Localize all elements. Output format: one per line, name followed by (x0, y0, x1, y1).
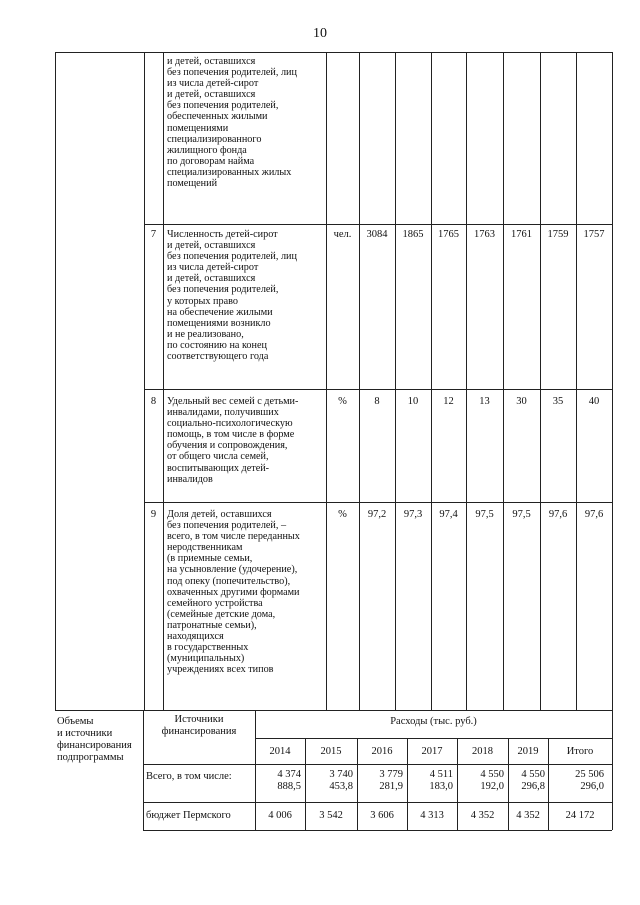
indicator-value: 97,2 (367, 509, 387, 520)
year-header: 2015 (320, 746, 342, 757)
year-header: 2019 (517, 746, 539, 757)
indicator-value: 35 (552, 396, 564, 407)
financing-left-label: Объемы и источники финансирования подпрограммы (57, 716, 132, 763)
financing-value: 4 511 183,0 (429, 769, 453, 792)
table-left-border (55, 52, 56, 710)
indicator-number: 8 (150, 396, 157, 407)
indicator-value: 1757 (583, 229, 605, 240)
indicator-value: 97,6 (548, 509, 568, 520)
row-divider (143, 830, 612, 831)
col-divider (326, 52, 327, 710)
row-divider (144, 224, 612, 225)
indicator-value: 12 (443, 396, 454, 407)
indicator-value: 97,6 (584, 509, 604, 520)
indicator-unit: % (338, 509, 347, 520)
indicator-value: 1759 (547, 229, 569, 240)
financing-value: 3 740 453,8 (329, 769, 353, 792)
indicator-unit: чел. (333, 229, 352, 240)
financing-top-border (55, 710, 612, 711)
indicator-value: 10 (407, 396, 419, 407)
indicator-number: 7 (150, 229, 157, 240)
col-divider (395, 52, 396, 710)
indicator-value: 1765 (438, 229, 459, 240)
financing-value: 4 352 (516, 810, 540, 821)
year-header: 2018 (472, 746, 493, 757)
indicator-value: 3084 (366, 229, 388, 240)
col-divider (466, 52, 467, 710)
indicator-value: 97,3 (403, 509, 423, 520)
col-divider (431, 52, 432, 710)
financing-value: 3 606 (370, 810, 394, 821)
table-right-border (612, 52, 613, 710)
row-divider (143, 802, 612, 803)
col-divider (144, 52, 145, 710)
total-header: Итого (566, 746, 594, 757)
financing-value: 4 352 (470, 810, 495, 821)
indicator-value: 1761 (511, 229, 532, 240)
financing-value: 3 542 (319, 810, 343, 821)
indicator-value: 97,5 (475, 509, 494, 520)
financing-row-label: бюджет Пермского (146, 810, 231, 821)
indicator-value: 40 (588, 396, 600, 407)
financing-value: 4 313 (420, 810, 444, 821)
indicator-name: Удельный вес семей с детьми- инвалидами, получивших социально-психологическую помощь, в том числе в форме обучения и сопровождения, от общего числа семей, воспитывающих детей- инвалидов (167, 396, 299, 485)
indicator-value: 30 (516, 396, 527, 407)
table-right-border (612, 710, 613, 830)
year-header: 2017 (421, 746, 443, 757)
indicator-value: 1865 (402, 229, 424, 240)
financing-value: 3 779 281,9 (379, 769, 403, 792)
col-divider (540, 52, 541, 710)
row-divider (143, 764, 612, 765)
financing-value: 4 374 888,5 (277, 769, 301, 792)
indicator-number: 9 (150, 509, 157, 520)
row-divider (144, 389, 612, 390)
indicator-name: Численность детей-сирот и детей, оставшихся без попечения родителей, лиц из числа детей-сирот и детей, оставшихся без попечения родителей, у которых право на обеспечение жилыми помещениями возникло и не реализовано, по состоянию на конец соответствующего года (167, 229, 297, 363)
col-divider (576, 52, 577, 710)
financing-value: 4 550 296,8 (521, 769, 545, 792)
expenses-header: Расходы (тыс. руб.) (390, 716, 477, 727)
indicator-value: 97,4 (439, 509, 458, 520)
year-header: 2016 (371, 746, 393, 757)
financing-value: 4 550 192,0 (480, 769, 504, 792)
row-divider (144, 502, 612, 503)
year-header: 2014 (269, 746, 291, 757)
indicator-name: и детей, оставшихся без попечения родителей, лиц из числа детей-сирот и детей, оставшихся без попечения родителей, обеспеченных жилыми помещениями специализированного жилищного фонда по договорам найма специализированных жилых помещений (167, 56, 297, 190)
page-number: 10 (313, 26, 327, 41)
years-header-divider (255, 738, 612, 739)
indicator-name: Доля детей, оставшихся без попечения родителей, – всего, в том числе переданных неродственникам (в приемные семьи, на усыновление (удочерение), под опеку (попечительство), охваченных другими формами семейного устройства (семейные детские дома, патронатные семьи), находящихся в государственных (муниципальных) учреждениях всех типов (167, 509, 300, 676)
indicator-value: 1763 (474, 229, 495, 240)
indicator-unit: % (338, 396, 347, 407)
indicator-value: 8 (374, 396, 380, 407)
financing-value: 4 006 (268, 810, 292, 821)
sources-header: Источники финансирования (161, 714, 237, 737)
col-divider (503, 52, 504, 710)
financing-total: 24 172 (565, 810, 595, 821)
indicator-value: 13 (479, 396, 490, 407)
col-divider (163, 52, 164, 710)
financing-row-label: Всего, в том числе: (146, 771, 232, 782)
indicator-value: 97,5 (512, 509, 531, 520)
table-top-border (55, 52, 612, 53)
col-divider (359, 52, 360, 710)
financing-total: 25 506 296,0 (575, 769, 604, 792)
